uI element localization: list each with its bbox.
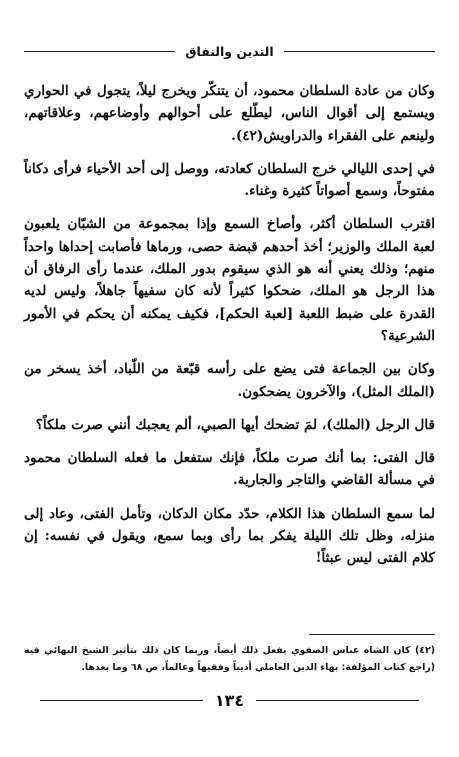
running-header [24,38,435,64]
paragraph: لما سمع السلطان هذا الكلام، حدّد مكان الدكان، وتأمل الفتى، وعاد إلى منزله، وظل تلك الليلة يفكر بما رأى وبما سمع، ويقول في نفسه: إن كلام الفتى ليس عبثاً! [24,505,435,567]
page-number: ١٣٤ [214,690,245,710]
footer-rule-left [40,700,203,701]
paragraph: وكان بين الجماعة فتى يضع على رأسه قبّعة من اللّباد، أخذ يسخر من (الملك المثل)، والآخرون يضحكون. [24,361,435,400]
footnote-separator [309,634,435,635]
paragraph: قال الفتى: بما أنك صرت ملكاً، فإنك ستفعل ما فعله السلطان محمود في مسألة القاضي والتاجر والجارية. [24,450,435,489]
page-footer [40,687,419,713]
paragraph: في إحدى الليالي خرج السلطان كعادته، ووصل إلى أحد الأحياء فرأى دكاناً مفتوحاً، وسمع أصواتاً كثيرة وغناء. [24,160,435,200]
paragraph: وكان من عادة السلطان محمود، أن يتنكّر ويخرج ليلاً، يتجول في الحواري ويستمع إلى أقوال الناس، ليطّلع على أحوالهم وأوضاعهم، وعلاقاتهم، ولينعم على الفقراء والدراويش(٤٢). [24,83,435,144]
footnote: (٤٢) كان الشاه عباس الصفوي يفعل ذلك أيضاً، وربما كان ذلك بتأثير الشيخ البهائي فيه (راجع كتاب المؤلفة: بهاء الدين العاملي أديباً وفقيهاً وعالماً، ص ٦٨ وما بعدها. [24,645,435,673]
paragraph: قال الرجل (الملك)، لمَ تضحك أيها الصبي، ألم يعجبك أنني صرت ملكاً؟ [35,416,435,433]
header-rule-left [24,51,175,52]
chapter-title: التدين والنفاق [185,43,274,59]
footer-rule-right [256,700,419,701]
paragraph: اقترب السلطان أكثر، وأصاخ السمع وإذا بمجموعة من الشبّان يلعبون لعبة الملك والوزير؛ أخذ أحدهم قبضة حصى، ورماها فأصابت إحداها واحداً منهم؛ وذلك يعني أنه هو الذي سيقوم بدور الملك، عندما رأى الرفاق أن هذا الرجل هو الملك، ضحكوا كثيراً لأنه كان سفيهاً جاهلاً، وليس لديه القدرة على ضبط اللعبة [لعبة الحكم]، فكيف يمكنه أن يحكم في الأمور الشرعية؟ [24,216,435,344]
header-rule-right [284,51,435,52]
body-text [24,80,435,581]
